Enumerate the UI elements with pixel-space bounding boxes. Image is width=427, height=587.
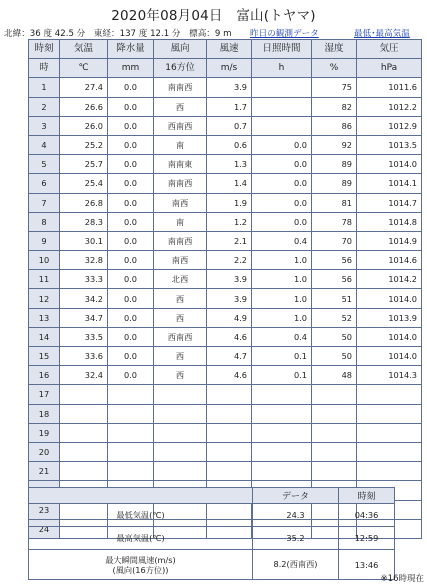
cell-pressure bbox=[357, 462, 422, 481]
cell-wind-speed: 0.6 bbox=[207, 135, 252, 154]
cell-temperature: 33.6 bbox=[60, 347, 108, 366]
cell-wind-direction: 西 bbox=[154, 308, 207, 327]
cell-temperature: 25.2 bbox=[60, 135, 108, 154]
cell-humidity: 89 bbox=[312, 155, 357, 174]
daily-summary-table bbox=[28, 487, 395, 580]
cell-precipitation bbox=[108, 442, 154, 461]
cell-hour: 17 bbox=[29, 385, 60, 404]
cell-hour: 8 bbox=[29, 212, 60, 231]
cell-hour: 10 bbox=[29, 251, 60, 270]
table-row bbox=[29, 78, 422, 97]
cell-sunshine: 0.0 bbox=[252, 212, 312, 231]
cell-wind-speed: 1.4 bbox=[207, 174, 252, 193]
cell-wind-direction bbox=[154, 404, 207, 423]
cell-pressure bbox=[357, 404, 422, 423]
cell-hour: 4 bbox=[29, 135, 60, 154]
summary-value: 35.2 bbox=[253, 527, 339, 550]
cell-hour: 6 bbox=[29, 174, 60, 193]
cell-precipitation: 0.0 bbox=[108, 155, 154, 174]
cell-humidity: 56 bbox=[312, 270, 357, 289]
cell-sunshine: 0.4 bbox=[252, 231, 312, 250]
cell-pressure: 1013.5 bbox=[357, 135, 422, 154]
cell-humidity: 78 bbox=[312, 212, 357, 231]
cell-wind-direction: 西南西 bbox=[154, 327, 207, 346]
header-temperature: 気温 bbox=[60, 40, 108, 59]
cell-sunshine: 1.0 bbox=[252, 308, 312, 327]
cell-sunshine bbox=[252, 116, 312, 135]
cell-precipitation: 0.0 bbox=[108, 251, 154, 270]
cell-wind-speed: 3.9 bbox=[207, 289, 252, 308]
cell-wind-direction bbox=[154, 442, 207, 461]
cell-wind-direction: 南西 bbox=[154, 251, 207, 270]
cell-wind-direction: 南南西 bbox=[154, 231, 207, 250]
cell-precipitation: 0.0 bbox=[108, 97, 154, 116]
cell-sunshine bbox=[252, 385, 312, 404]
cell-humidity: 56 bbox=[312, 251, 357, 270]
min-max-temp-link[interactable]: 最低･最高気温 bbox=[354, 29, 410, 39]
table-row bbox=[29, 193, 422, 212]
cell-wind-speed: 1.3 bbox=[207, 155, 252, 174]
update-time-note: ※16時現在 bbox=[380, 574, 424, 584]
cell-hour: 20 bbox=[29, 442, 60, 461]
cell-wind-direction bbox=[154, 423, 207, 442]
table-row bbox=[29, 270, 422, 289]
cell-sunshine: 0.0 bbox=[252, 193, 312, 212]
cell-hour: 14 bbox=[29, 327, 60, 346]
cell-hour: 24 bbox=[29, 519, 60, 538]
header-pressure: 気圧 bbox=[357, 40, 422, 59]
cell-wind-direction: 南南東 bbox=[154, 155, 207, 174]
cell-wind-direction: 西 bbox=[154, 366, 207, 385]
cell-wind-direction: 西 bbox=[154, 289, 207, 308]
summary-label: 最大瞬間風速(m/s) (風向(16方位)) bbox=[29, 550, 253, 580]
summary-time: 04:36 bbox=[339, 504, 395, 527]
cell-temperature: 33.5 bbox=[60, 327, 108, 346]
cell-hour: 19 bbox=[29, 423, 60, 442]
cell-hour: 21 bbox=[29, 462, 60, 481]
table-row bbox=[29, 462, 422, 481]
cell-hour: 16 bbox=[29, 366, 60, 385]
summary-header-data: データ bbox=[253, 488, 339, 504]
cell-temperature bbox=[60, 462, 108, 481]
cell-wind-speed: 4.7 bbox=[207, 347, 252, 366]
cell-sunshine: 1.0 bbox=[252, 289, 312, 308]
cell-precipitation: 0.0 bbox=[108, 212, 154, 231]
summary-header-row bbox=[29, 488, 395, 504]
cell-wind-speed: 3.9 bbox=[207, 270, 252, 289]
cell-wind-speed: 1.2 bbox=[207, 212, 252, 231]
cell-temperature: 25.7 bbox=[60, 155, 108, 174]
cell-pressure: 1014.3 bbox=[357, 366, 422, 385]
table-row bbox=[29, 135, 422, 154]
cell-temperature: 34.2 bbox=[60, 289, 108, 308]
cell-sunshine: 1.0 bbox=[252, 251, 312, 270]
cell-pressure: 1013.9 bbox=[357, 308, 422, 327]
header-wind-speed: 風速 bbox=[207, 40, 252, 59]
cell-humidity: 75 bbox=[312, 78, 357, 97]
cell-pressure: 1014.9 bbox=[357, 231, 422, 250]
cell-pressure: 1014.1 bbox=[357, 174, 422, 193]
cell-pressure: 1014.0 bbox=[357, 327, 422, 346]
cell-temperature: 34.7 bbox=[60, 308, 108, 327]
cell-precipitation: 0.0 bbox=[108, 308, 154, 327]
cell-humidity: 81 bbox=[312, 193, 357, 212]
cell-pressure: 1014.0 bbox=[357, 289, 422, 308]
cell-precipitation: 0.0 bbox=[108, 174, 154, 193]
cell-wind-direction bbox=[154, 385, 207, 404]
table-row bbox=[29, 116, 422, 135]
table-row bbox=[29, 231, 422, 250]
cell-humidity: 89 bbox=[312, 174, 357, 193]
cell-pressure: 1014.7 bbox=[357, 193, 422, 212]
cell-temperature: 33.3 bbox=[60, 270, 108, 289]
table-row bbox=[29, 366, 422, 385]
cell-temperature: 26.0 bbox=[60, 116, 108, 135]
cell-precipitation: 0.0 bbox=[108, 193, 154, 212]
summary-label: 最高気温(℃) bbox=[29, 527, 253, 550]
cell-temperature: 25.4 bbox=[60, 174, 108, 193]
cell-precipitation: 0.0 bbox=[108, 135, 154, 154]
cell-precipitation: 0.0 bbox=[108, 231, 154, 250]
cell-humidity bbox=[312, 404, 357, 423]
summary-label: 最低気温(℃) bbox=[29, 504, 253, 527]
table-header-row bbox=[29, 40, 422, 59]
table-row bbox=[29, 423, 422, 442]
table-row bbox=[29, 97, 422, 116]
cell-hour: 2 bbox=[29, 97, 60, 116]
cell-precipitation: 0.0 bbox=[108, 116, 154, 135]
cell-wind-direction: 北西 bbox=[154, 270, 207, 289]
prev-day-data-link[interactable]: 昨日の観測データ bbox=[250, 29, 319, 39]
cell-precipitation: 0.0 bbox=[108, 366, 154, 385]
cell-pressure: 1014.0 bbox=[357, 155, 422, 174]
cell-hour: 3 bbox=[29, 116, 60, 135]
page-title: 2020年08月04日 富山(トヤマ) bbox=[111, 8, 316, 24]
cell-wind-speed bbox=[207, 442, 252, 461]
table-row bbox=[29, 347, 422, 366]
table-row bbox=[29, 212, 422, 231]
cell-sunshine: 0.0 bbox=[252, 155, 312, 174]
cell-wind-direction: 南西 bbox=[154, 193, 207, 212]
unit-wind-speed: m/s bbox=[207, 59, 252, 78]
cell-precipitation bbox=[108, 385, 154, 404]
cell-precipitation: 0.0 bbox=[108, 347, 154, 366]
summary-header-blank bbox=[29, 488, 253, 504]
cell-precipitation bbox=[108, 462, 154, 481]
cell-precipitation bbox=[108, 404, 154, 423]
cell-humidity: 52 bbox=[312, 308, 357, 327]
cell-wind-speed: 2.1 bbox=[207, 231, 252, 250]
cell-sunshine bbox=[252, 78, 312, 97]
cell-precipitation: 0.0 bbox=[108, 327, 154, 346]
cell-humidity: 92 bbox=[312, 135, 357, 154]
cell-sunshine bbox=[252, 462, 312, 481]
cell-precipitation: 0.0 bbox=[108, 289, 154, 308]
table-unit-row bbox=[29, 59, 422, 78]
cell-hour: 7 bbox=[29, 193, 60, 212]
cell-humidity bbox=[312, 462, 357, 481]
table-row bbox=[29, 308, 422, 327]
cell-wind-speed: 1.9 bbox=[207, 193, 252, 212]
cell-hour: 11 bbox=[29, 270, 60, 289]
cell-sunshine: 0.0 bbox=[252, 135, 312, 154]
summary-header-time: 時刻 bbox=[339, 488, 395, 504]
cell-hour: 15 bbox=[29, 347, 60, 366]
table-row bbox=[29, 251, 422, 270]
cell-pressure bbox=[357, 442, 422, 461]
unit-hour: 時 bbox=[29, 59, 60, 78]
cell-humidity: 70 bbox=[312, 231, 357, 250]
cell-temperature bbox=[60, 423, 108, 442]
cell-hour: 23 bbox=[29, 500, 60, 519]
summary-time: 12:59 bbox=[339, 527, 395, 550]
unit-sunshine: h bbox=[252, 59, 312, 78]
cell-pressure: 1012.9 bbox=[357, 116, 422, 135]
unit-precipitation: mm bbox=[108, 59, 154, 78]
cell-pressure: 1014.2 bbox=[357, 270, 422, 289]
cell-wind-speed: 2.2 bbox=[207, 251, 252, 270]
cell-sunshine: 1.0 bbox=[252, 270, 312, 289]
station-info-bar bbox=[4, 27, 424, 39]
header-sunshine: 日照時間 bbox=[252, 40, 312, 59]
hourly-observation-table bbox=[28, 39, 422, 539]
cell-sunshine bbox=[252, 404, 312, 423]
cell-wind-direction: 西 bbox=[154, 347, 207, 366]
cell-sunshine: 0.1 bbox=[252, 366, 312, 385]
cell-wind-direction: 南 bbox=[154, 135, 207, 154]
cell-hour: 18 bbox=[29, 404, 60, 423]
cell-temperature: 27.4 bbox=[60, 78, 108, 97]
cell-hour: 13 bbox=[29, 308, 60, 327]
cell-humidity: 50 bbox=[312, 327, 357, 346]
cell-sunshine: 0.4 bbox=[252, 327, 312, 346]
cell-wind-direction: 西 bbox=[154, 97, 207, 116]
cell-wind-speed bbox=[207, 385, 252, 404]
cell-temperature bbox=[60, 404, 108, 423]
header-precipitation: 降水量 bbox=[108, 40, 154, 59]
unit-pressure: hPa bbox=[357, 59, 422, 78]
cell-humidity: 82 bbox=[312, 97, 357, 116]
cell-wind-speed bbox=[207, 404, 252, 423]
cell-wind-speed bbox=[207, 462, 252, 481]
cell-pressure: 1014.6 bbox=[357, 251, 422, 270]
table-row bbox=[29, 404, 422, 423]
cell-pressure bbox=[357, 385, 422, 404]
cell-hour: 5 bbox=[29, 155, 60, 174]
cell-temperature: 32.4 bbox=[60, 366, 108, 385]
summary-value: 8.2(西南西) bbox=[253, 550, 339, 580]
header-wind-direction: 風向 bbox=[154, 40, 207, 59]
summary-row bbox=[29, 527, 395, 550]
cell-temperature bbox=[60, 385, 108, 404]
table-row bbox=[29, 174, 422, 193]
summary-value: 24.3 bbox=[253, 504, 339, 527]
cell-hour: 9 bbox=[29, 231, 60, 250]
summary-time: 13:46 bbox=[339, 550, 395, 580]
cell-hour: 12 bbox=[29, 289, 60, 308]
unit-temperature: ℃ bbox=[60, 59, 108, 78]
cell-pressure: 1011.6 bbox=[357, 78, 422, 97]
unit-humidity: % bbox=[312, 59, 357, 78]
cell-precipitation bbox=[108, 423, 154, 442]
cell-temperature: 30.1 bbox=[60, 231, 108, 250]
header-hour: 時刻 bbox=[29, 40, 60, 59]
table-row bbox=[29, 442, 422, 461]
cell-wind-direction bbox=[154, 462, 207, 481]
cell-wind-direction: 南 bbox=[154, 212, 207, 231]
cell-humidity bbox=[312, 385, 357, 404]
table-row bbox=[29, 385, 422, 404]
table-row bbox=[29, 327, 422, 346]
cell-wind-direction: 西南西 bbox=[154, 116, 207, 135]
cell-temperature: 28.3 bbox=[60, 212, 108, 231]
cell-humidity: 50 bbox=[312, 347, 357, 366]
cell-wind-speed: 4.6 bbox=[207, 366, 252, 385]
cell-sunshine bbox=[252, 442, 312, 461]
header-humidity: 湿度 bbox=[312, 40, 357, 59]
cell-wind-direction: 南南西 bbox=[154, 78, 207, 97]
cell-sunshine: 0.1 bbox=[252, 347, 312, 366]
cell-pressure: 1012.2 bbox=[357, 97, 422, 116]
cell-temperature: 32.8 bbox=[60, 251, 108, 270]
cell-wind-speed: 4.6 bbox=[207, 327, 252, 346]
cell-wind-speed: 4.9 bbox=[207, 308, 252, 327]
cell-humidity bbox=[312, 442, 357, 461]
cell-sunshine bbox=[252, 97, 312, 116]
summary-row bbox=[29, 504, 395, 527]
cell-sunshine: 0.0 bbox=[252, 174, 312, 193]
cell-humidity: 48 bbox=[312, 366, 357, 385]
cell-temperature bbox=[60, 442, 108, 461]
cell-pressure: 1014.8 bbox=[357, 212, 422, 231]
cell-pressure bbox=[357, 423, 422, 442]
cell-wind-speed: 1.7 bbox=[207, 97, 252, 116]
cell-humidity: 51 bbox=[312, 289, 357, 308]
cell-wind-speed: 0.7 bbox=[207, 116, 252, 135]
cell-temperature: 26.8 bbox=[60, 193, 108, 212]
cell-humidity bbox=[312, 423, 357, 442]
unit-wind-direction: 16方位 bbox=[154, 59, 207, 78]
cell-pressure: 1014.0 bbox=[357, 347, 422, 366]
cell-wind-direction: 南南西 bbox=[154, 174, 207, 193]
cell-wind-speed bbox=[207, 423, 252, 442]
cell-sunshine bbox=[252, 423, 312, 442]
cell-precipitation: 0.0 bbox=[108, 78, 154, 97]
cell-precipitation: 0.0 bbox=[108, 270, 154, 289]
station-location: 北緯：36 度 42.5 分 東経：137 度 12.1 分 標高：9 m bbox=[4, 29, 232, 39]
cell-wind-speed: 3.9 bbox=[207, 78, 252, 97]
cell-hour: 1 bbox=[29, 78, 60, 97]
cell-humidity: 86 bbox=[312, 116, 357, 135]
cell-temperature: 26.6 bbox=[60, 97, 108, 116]
table-row bbox=[29, 289, 422, 308]
table-row bbox=[29, 155, 422, 174]
